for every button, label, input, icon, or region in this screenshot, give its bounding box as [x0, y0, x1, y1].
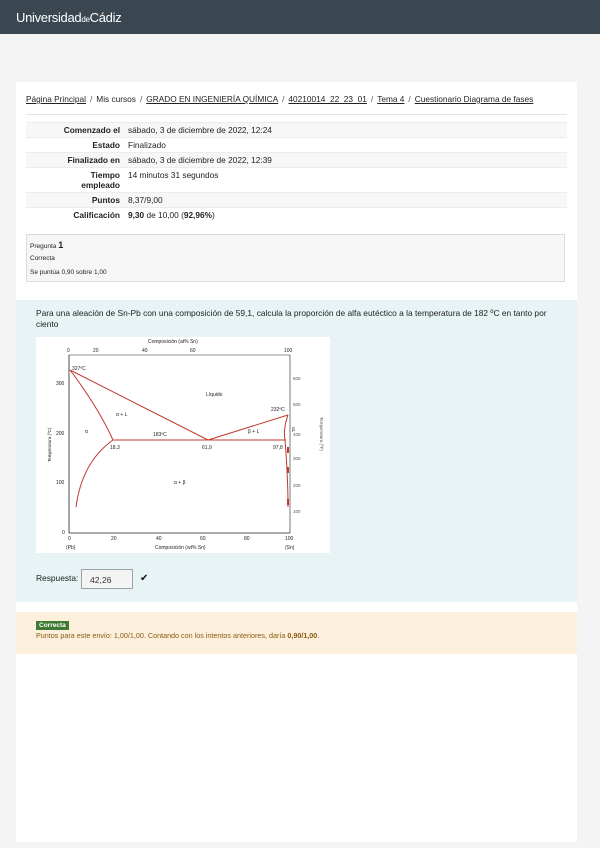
- summary-row-finished: [26, 153, 567, 168]
- left-tick-label: 0: [62, 530, 65, 536]
- summary-row-points: [26, 193, 567, 208]
- top-tick-label: 60: [190, 348, 196, 354]
- pb-melt-label: 327ºC: [72, 366, 86, 372]
- main-region: [16, 82, 577, 842]
- liquidus-left: [70, 370, 208, 440]
- top-axis-title: Composición (at% Sn): [148, 339, 198, 345]
- correct-check-icon: ✔: [140, 573, 149, 584]
- bottom-ticks: [66, 536, 295, 551]
- right-tick-label: 400: [293, 432, 301, 437]
- question-info-box: [26, 234, 565, 282]
- answer-label: Respuesta:: [36, 573, 79, 583]
- right-axis-title: Temperatura (ºF): [319, 417, 324, 451]
- question-text: Para una aleación de Sn-Pb con una composición de 59,1, calcula la proporción de alfa eutéctico a la temperatura de 182 ºC en tanto por ciento: [36, 308, 547, 329]
- sn-melt-label: 232ºC: [271, 407, 285, 413]
- right-tick-label: 500: [293, 402, 301, 407]
- summary-label: Comenzado el: [26, 123, 124, 138]
- solvus-right: [284, 415, 288, 507]
- summary-label: Calificación: [26, 208, 124, 223]
- summary-value: 14 minutos 31 segundos: [124, 168, 567, 193]
- breadcrumb-degree[interactable]: GRADO EN INGENIERÍA QUÍMICA: [146, 94, 279, 104]
- left-axis-title: Temperatura (ºC): [47, 427, 52, 462]
- summary-value: sábado, 3 de diciembre de 2022, 12:39: [124, 153, 567, 168]
- question-number: Pregunta 1: [30, 240, 64, 250]
- bottom-tick-label: 40: [156, 536, 162, 542]
- top-tick-label: 0: [67, 348, 70, 354]
- breadcrumb-quiz[interactable]: Cuestionario Diagrama de fases: [414, 94, 534, 104]
- eutectic-comp-label: 61,9: [202, 445, 212, 451]
- summary-label: Estado: [26, 138, 124, 153]
- bottom-tick-label: 60: [200, 536, 206, 542]
- right-tick-label: 600: [293, 376, 301, 381]
- right-tick-label: 300: [293, 456, 301, 461]
- alpha-beta-label: α + β: [174, 480, 186, 486]
- breadcrumb-separator: /: [282, 94, 285, 104]
- left-tick-label: 100: [56, 480, 65, 486]
- summary-label: Puntos: [26, 193, 124, 208]
- top-ticks: [67, 339, 293, 354]
- liquid-label: Líquido: [206, 392, 223, 398]
- breadcrumb-topic[interactable]: Tema 4: [377, 94, 405, 104]
- breadcrumb: [26, 94, 533, 104]
- site-logo[interactable]: UniversidaddeCádiz: [16, 10, 122, 25]
- question-state: Correcta: [30, 255, 55, 262]
- region-labels: [72, 366, 295, 486]
- left-tick-label: 300: [56, 381, 65, 387]
- question-content: [16, 300, 577, 602]
- breadcrumb-separator: /: [139, 94, 143, 104]
- eutectic-temp-label: 183ºC: [153, 432, 167, 438]
- breadcrumb-home[interactable]: Página Principal: [26, 94, 86, 104]
- breadcrumb-separator: /: [370, 94, 374, 104]
- beta-liquid-label: β + L: [248, 429, 260, 435]
- summary-row-started: [26, 123, 567, 138]
- alpha-comp-label: 18,3: [110, 445, 120, 451]
- summary-value: sábado, 3 de diciembre de 2022, 12:24: [124, 123, 567, 138]
- breadcrumb-course[interactable]: 40210014_22_23_01: [288, 94, 367, 104]
- phase-diagram-svg: [36, 337, 330, 553]
- top-tick-label: 100: [284, 348, 293, 354]
- bottom-tick-label: 20: [111, 536, 117, 542]
- summary-value: 9,30 de 10,00 (92,96%): [124, 208, 567, 223]
- phase-diagram-image: [36, 337, 330, 553]
- answer-input[interactable]: 42,26: [81, 569, 133, 589]
- correct-badge: Correcta: [36, 621, 69, 630]
- top-tick-label: 20: [93, 348, 99, 354]
- attempt-summary-table: [26, 122, 567, 222]
- bottom-tick-label: 0: [68, 536, 71, 542]
- summary-label: Finalizado en: [26, 153, 124, 168]
- bottom-right-label: (Sn): [285, 545, 295, 551]
- breadcrumb-separator: /: [89, 94, 93, 104]
- summary-value: 8,37/9,00: [124, 193, 567, 208]
- right-tick-label: 200: [293, 483, 301, 488]
- left-ticks: [47, 381, 65, 536]
- alpha-label: α: [85, 429, 88, 435]
- feedback-text: Puntos para este envío: 1,00/1,00. Contando con los intentos anteriores, daría 0,90/1,00.: [36, 631, 320, 640]
- beta-comp-label: 97,8: [273, 445, 283, 451]
- question-score: Se puntúa 0,90 sobre 1,00: [30, 269, 107, 276]
- beta-label: β: [292, 427, 295, 433]
- summary-label: Tiempo empleado: [26, 168, 124, 193]
- solvus-left: [76, 440, 113, 507]
- phase-boundaries: [70, 370, 288, 507]
- breadcrumb-my-courses: Mis cursos: [96, 94, 136, 104]
- summary-row-time: [26, 168, 567, 193]
- bottom-tick-label: 80: [244, 536, 250, 542]
- bottom-tick-label: 100: [285, 536, 294, 542]
- liquidus-right: [208, 415, 288, 440]
- right-ticks: [293, 376, 324, 514]
- top-tick-label: 40: [142, 348, 148, 354]
- summary-value: Finalizado: [124, 138, 567, 153]
- left-tick-label: 200: [56, 431, 65, 437]
- bottom-left-label: (Pb): [66, 545, 76, 551]
- alpha-liquid-label: α + L: [116, 412, 128, 418]
- breadcrumb-separator: /: [408, 94, 411, 104]
- top-navbar: [0, 0, 600, 34]
- bottom-axis-title: Composición (wt% Sn): [155, 545, 206, 551]
- divider: [26, 114, 567, 115]
- right-tick-label: 100: [293, 509, 301, 514]
- summary-row-state: [26, 138, 567, 153]
- feedback-box: [16, 612, 577, 654]
- summary-row-grade: [26, 208, 567, 223]
